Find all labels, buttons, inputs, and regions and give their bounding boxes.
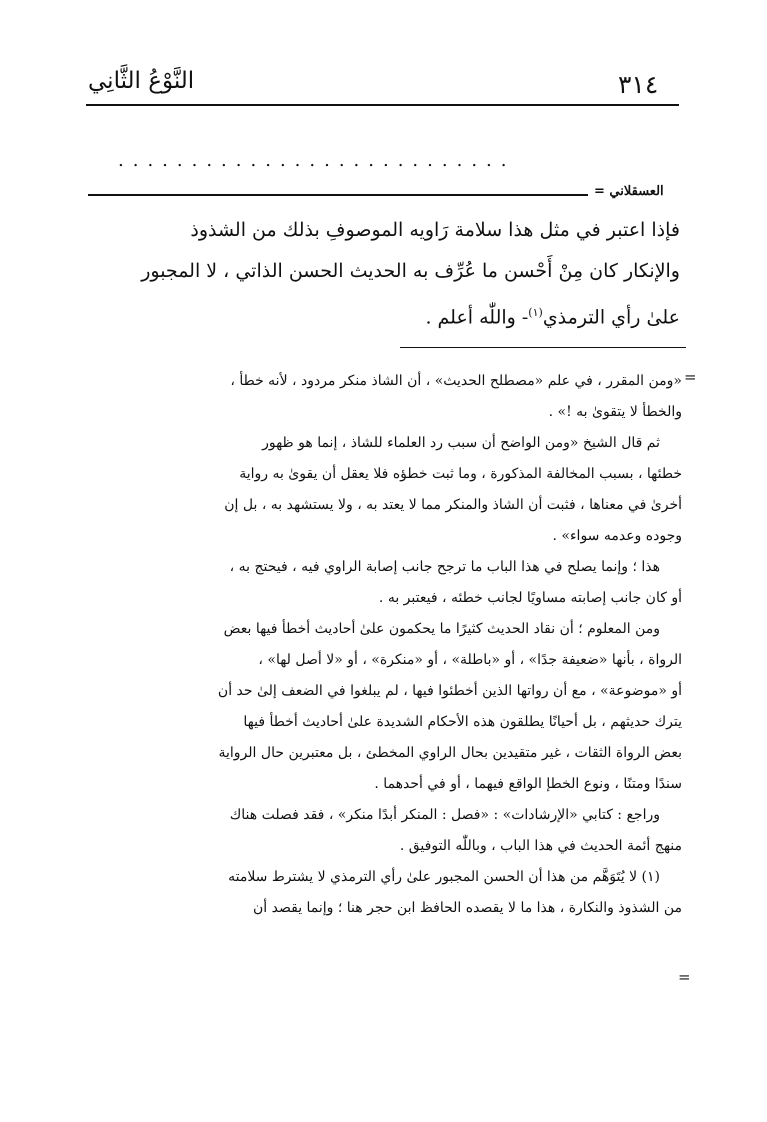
header-divider [86, 104, 679, 106]
footnote-line: ومن المعلوم ؛ أن نقاد الحديث كثيرًا ما يحكمون علىٰ أحاديث أخطأ فيها بعض [223, 621, 660, 637]
footnote-line: منهج أئمة الحديث في هذا الباب ، وباللّٰه التوفيق . [399, 838, 682, 854]
footnote-line: هذا ؛ وإنما يصلح في هذا الباب ما ترجح جانب إصابة الراوي فيه ، فيحتج به ، [229, 559, 660, 575]
footnote-divider [400, 347, 686, 348]
main-text-line: والإنكار كان مِنْ أَحْسن ما عُرِّف به الحديث الحسن الذاتي ، لا المجبور [141, 260, 680, 282]
ellipsis-dots: ........................... [118, 150, 516, 171]
footnote-line: وراجع : كتابي «الإرشادات» : «فصل : المنكر أبدًا منكر» ، فقد فصلت هناك [229, 807, 660, 823]
continuation-mark: = [684, 368, 697, 386]
footnote-line: من الشذوذ والنكارة ، هذا ما لا يقصده الحافظ ابن حجر هنا ؛ وإنما يقصد أن [253, 900, 682, 916]
footnote-line: يترك حديثهم ، بل أحيانًا يطلقون هذه الأحكام الشديدة علىٰ أحاديث أخطأ فيها [243, 714, 682, 730]
commentator-label: العسقلاني = [594, 184, 664, 199]
footnote-line: «ومن المقرر ، في علم «مصطلح الحديث» ، أن الشاذ منكر مردود ، لأنه خطأ ، [230, 373, 682, 389]
main-text-fragment: - واللّٰه أعلم . [425, 306, 529, 329]
commentator-divider [88, 194, 588, 196]
main-text-line [86, 292, 680, 338]
footnote-line: بعض الرواة الثقات ، غير متقيدين بحال الراوي المخطئ ، بل معتبرين حال الرواية [218, 745, 682, 761]
main-text-block [86, 210, 680, 338]
chapter-title: النَّوْعُ الثَّانِي [88, 68, 195, 94]
page-number: ٣١٤ [618, 70, 659, 99]
footnote-line: سندًا ومتنًا ، ونوع الخطإ الواقع فيهما ، أو في أحدهما . [374, 776, 682, 792]
footnote-line: ثم قال الشيخ «ومن الواضح أن سبب رد العلماء للشاذ ، إنما هو ظهور [262, 435, 660, 451]
footnote-line: وجوده وعدمه سواء» . [552, 528, 682, 544]
footnote-line: والخطأ لا يتقوىٰ به !» . [548, 404, 682, 420]
footnote-line: الرواة ، بأنها «ضعيفة جدًا» ، أو «باطلة» ، أو «منكرة» ، أو «لا أصل لها» ، [258, 652, 682, 668]
footnote-line: أخرىٰ في معناها ، فثبت أن الشاذ والمنكر مما لا يعتد به ، ولا يستشهد به ، بل إن [224, 497, 682, 513]
footnote-line: خطئها ، بسبب المخالفة المذكورة ، وما ثبت خطؤه فلا يعقل أن يقوىٰ به رواية [239, 466, 682, 482]
footnote-line: (١) لا يُتَوَهَّم من هذا أن الحسن المجبور علىٰ رأي الترمذي لا يشترط سلامته [228, 869, 660, 885]
footnote-line: أو كان جانب إصابته مساويًا لجانب خطئه ، فيعتبر به . [378, 590, 682, 606]
footnote-line: أو «موضوعة» ، مع أن رواتها الذين أخطئوا فيها ، لم يبلغوا في الضعف إلىٰ حد أن [217, 683, 682, 699]
continuation-mark-end: = [678, 968, 691, 986]
footnote-reference: (١) [528, 306, 543, 319]
main-text-line: فإذا اعتبر في مثل هذا سلامة رَاويه الموصوفِ بذلك من الشذوذ [190, 219, 680, 241]
main-text-fragment: علىٰ رأي الترمذي [542, 306, 680, 329]
footnotes-block [92, 366, 682, 924]
